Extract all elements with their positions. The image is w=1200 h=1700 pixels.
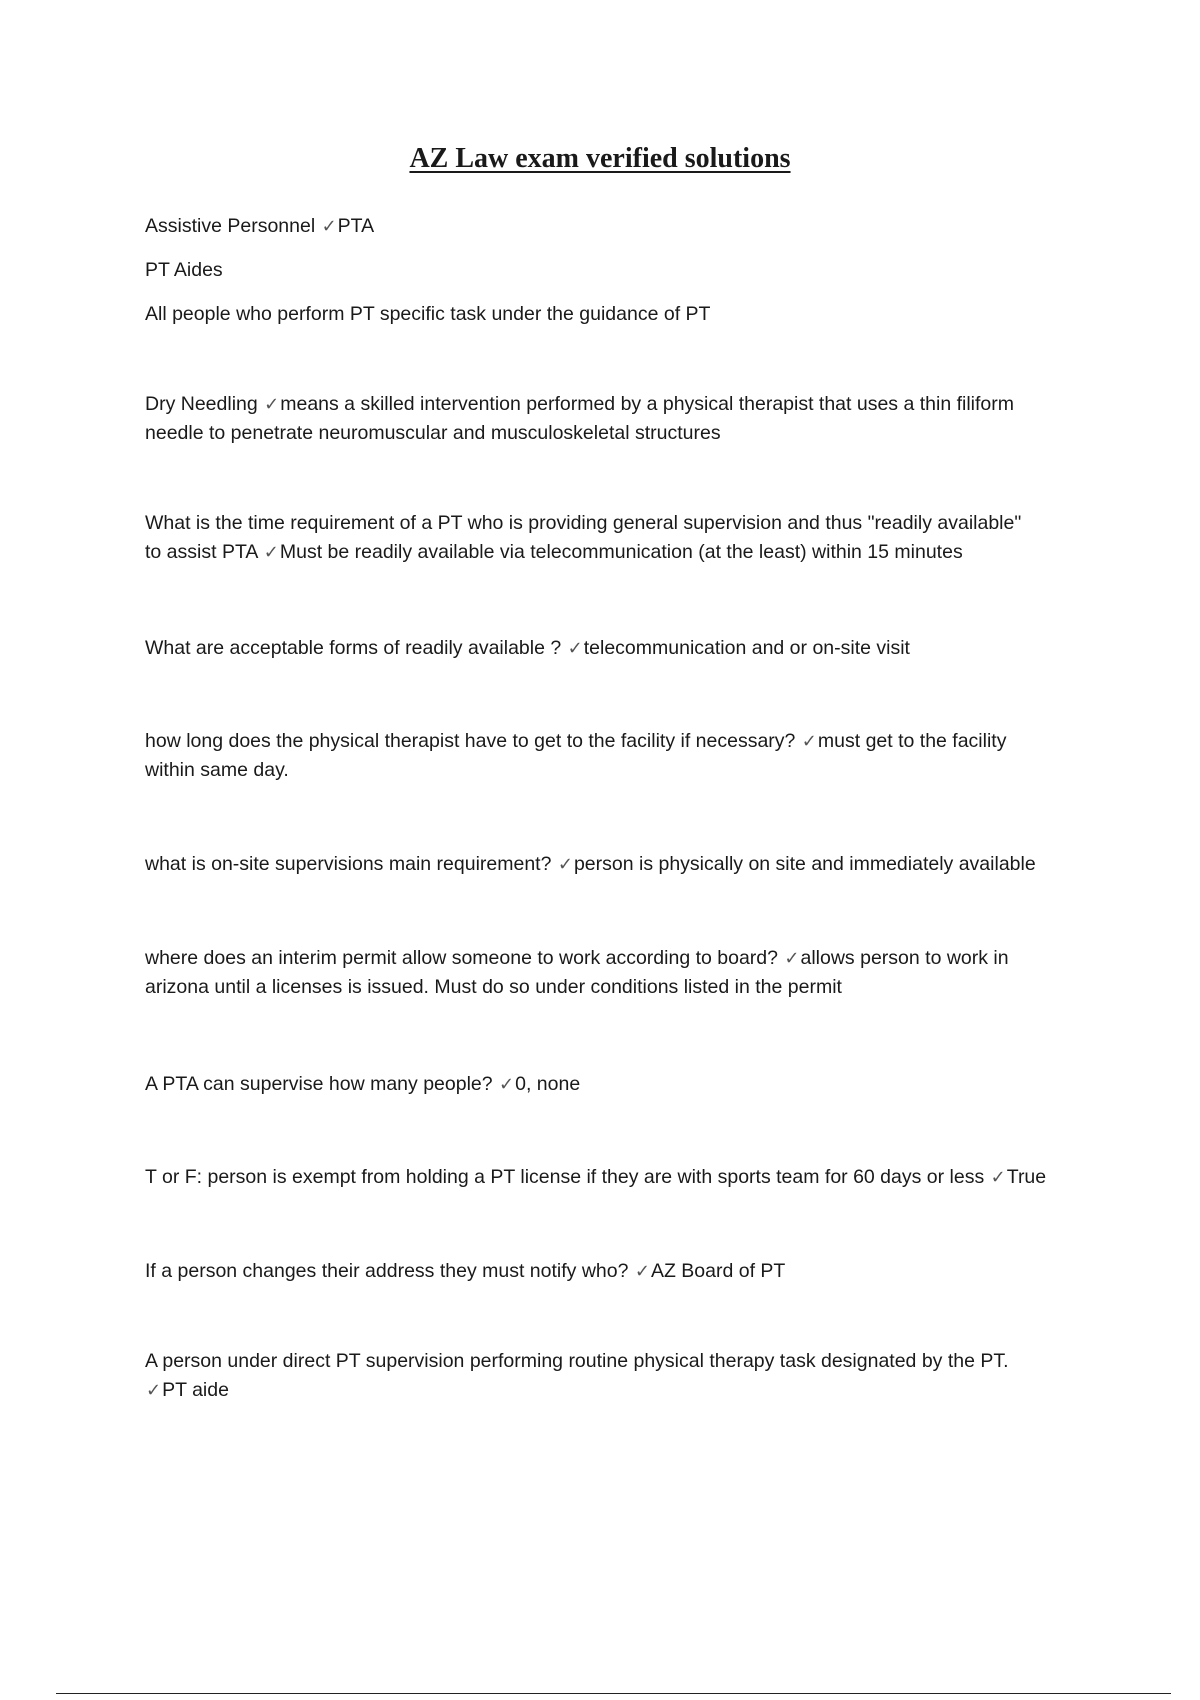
qa-entry xyxy=(145,727,1090,785)
question-text: Dry Needling xyxy=(145,393,264,415)
qa-line xyxy=(145,1376,1090,1405)
checkmark-icon: ✓ xyxy=(990,1167,1006,1188)
qa-text: PT Aides xyxy=(145,259,223,281)
qa-line xyxy=(145,850,1090,879)
checkmark-icon: ✓ xyxy=(634,1261,650,1282)
qa-entry xyxy=(145,509,1090,567)
checkmark-icon: ✓ xyxy=(264,394,280,415)
qa-line xyxy=(145,204,1090,248)
footer-rule xyxy=(56,1693,1171,1694)
qa-entry xyxy=(145,390,1090,448)
answer-text: telecommunication and or on-site visit xyxy=(583,637,910,659)
checkmark-icon: ✓ xyxy=(567,638,583,659)
qa-entry xyxy=(145,850,1090,879)
checkmark-icon: ✓ xyxy=(557,854,573,875)
question-text: If a person changes their address they must notify who? xyxy=(145,1260,634,1282)
qa-text: needle to penetrate neuromuscular and musculoskeletal structures xyxy=(145,422,721,444)
question-text: Assistive Personnel xyxy=(145,215,321,237)
checkmark-icon: ✓ xyxy=(146,1380,162,1401)
qa-line xyxy=(145,756,1090,785)
qa-entry xyxy=(145,944,1090,1002)
question-text: where does an interim permit allow someone to work according to board? xyxy=(145,947,784,969)
qa-line xyxy=(145,1257,1090,1286)
answer-text: means a skilled intervention performed by a physical therapist that uses a thin filiform xyxy=(280,393,1015,415)
qa-text: What is the time requirement of a PT who is providing general supervision and thus "readily available" xyxy=(145,512,1022,534)
answer-text: 0, none xyxy=(515,1073,581,1095)
checkmark-icon: ✓ xyxy=(263,542,279,563)
question-text: A PTA can supervise how many people? xyxy=(145,1073,499,1095)
question-text: to assist PTA xyxy=(145,541,263,563)
qa-line xyxy=(145,727,1090,756)
qa-line xyxy=(145,248,1090,292)
answer-text: PTA xyxy=(337,215,375,237)
qa-line xyxy=(145,634,1090,663)
qa-line xyxy=(145,538,1090,567)
qa-line xyxy=(145,390,1090,419)
qa-entry xyxy=(145,204,1090,336)
qa-text: within same day. xyxy=(145,759,289,781)
answer-text: allows person to work in xyxy=(800,947,1009,969)
checkmark-icon: ✓ xyxy=(784,948,800,969)
qa-line xyxy=(145,1163,1090,1192)
qa-line xyxy=(145,292,1090,336)
document-title xyxy=(0,142,1200,176)
checkmark-icon: ✓ xyxy=(321,216,337,237)
qa-line xyxy=(145,509,1090,538)
qa-entry xyxy=(145,1163,1090,1192)
qa-entry xyxy=(145,634,1090,663)
qa-entry xyxy=(145,1257,1090,1286)
qa-entry xyxy=(145,1347,1090,1405)
qa-text: All people who perform PT specific task under the guidance of PT xyxy=(145,303,711,325)
answer-text: Must be readily available via telecommunication (at the least) within 15 minutes xyxy=(279,541,963,563)
question-text: T or F: person is exempt from holding a PT license if they are with sports team for 60 days or less xyxy=(145,1166,990,1188)
answer-text: person is physically on site and immediately available xyxy=(573,853,1036,875)
answer-text: PT aide xyxy=(162,1379,229,1401)
question-text: What are acceptable forms of readily available ? xyxy=(145,637,567,659)
answer-text: True xyxy=(1006,1166,1047,1188)
answer-text: must get to the facility xyxy=(817,730,1007,752)
qa-text: arizona until a licenses is issued. Must do so under conditions listed in the permit xyxy=(145,976,842,998)
qa-line xyxy=(145,1347,1090,1376)
document-title-text: AZ Law exam verified solutions xyxy=(409,143,791,174)
checkmark-icon: ✓ xyxy=(801,731,817,752)
qa-line xyxy=(145,419,1090,448)
qa-entry xyxy=(145,1070,1090,1099)
qa-line xyxy=(145,944,1090,973)
question-text: what is on-site supervisions main requirement? xyxy=(145,853,557,875)
checkmark-icon: ✓ xyxy=(499,1074,515,1095)
qa-text: A person under direct PT supervision performing routine physical therapy task designated by the PT. xyxy=(145,1350,1009,1372)
qa-line xyxy=(145,973,1090,1002)
qa-line xyxy=(145,1070,1090,1099)
question-text: how long does the physical therapist have to get to the facility if necessary? xyxy=(145,730,801,752)
answer-text: AZ Board of PT xyxy=(650,1260,786,1282)
